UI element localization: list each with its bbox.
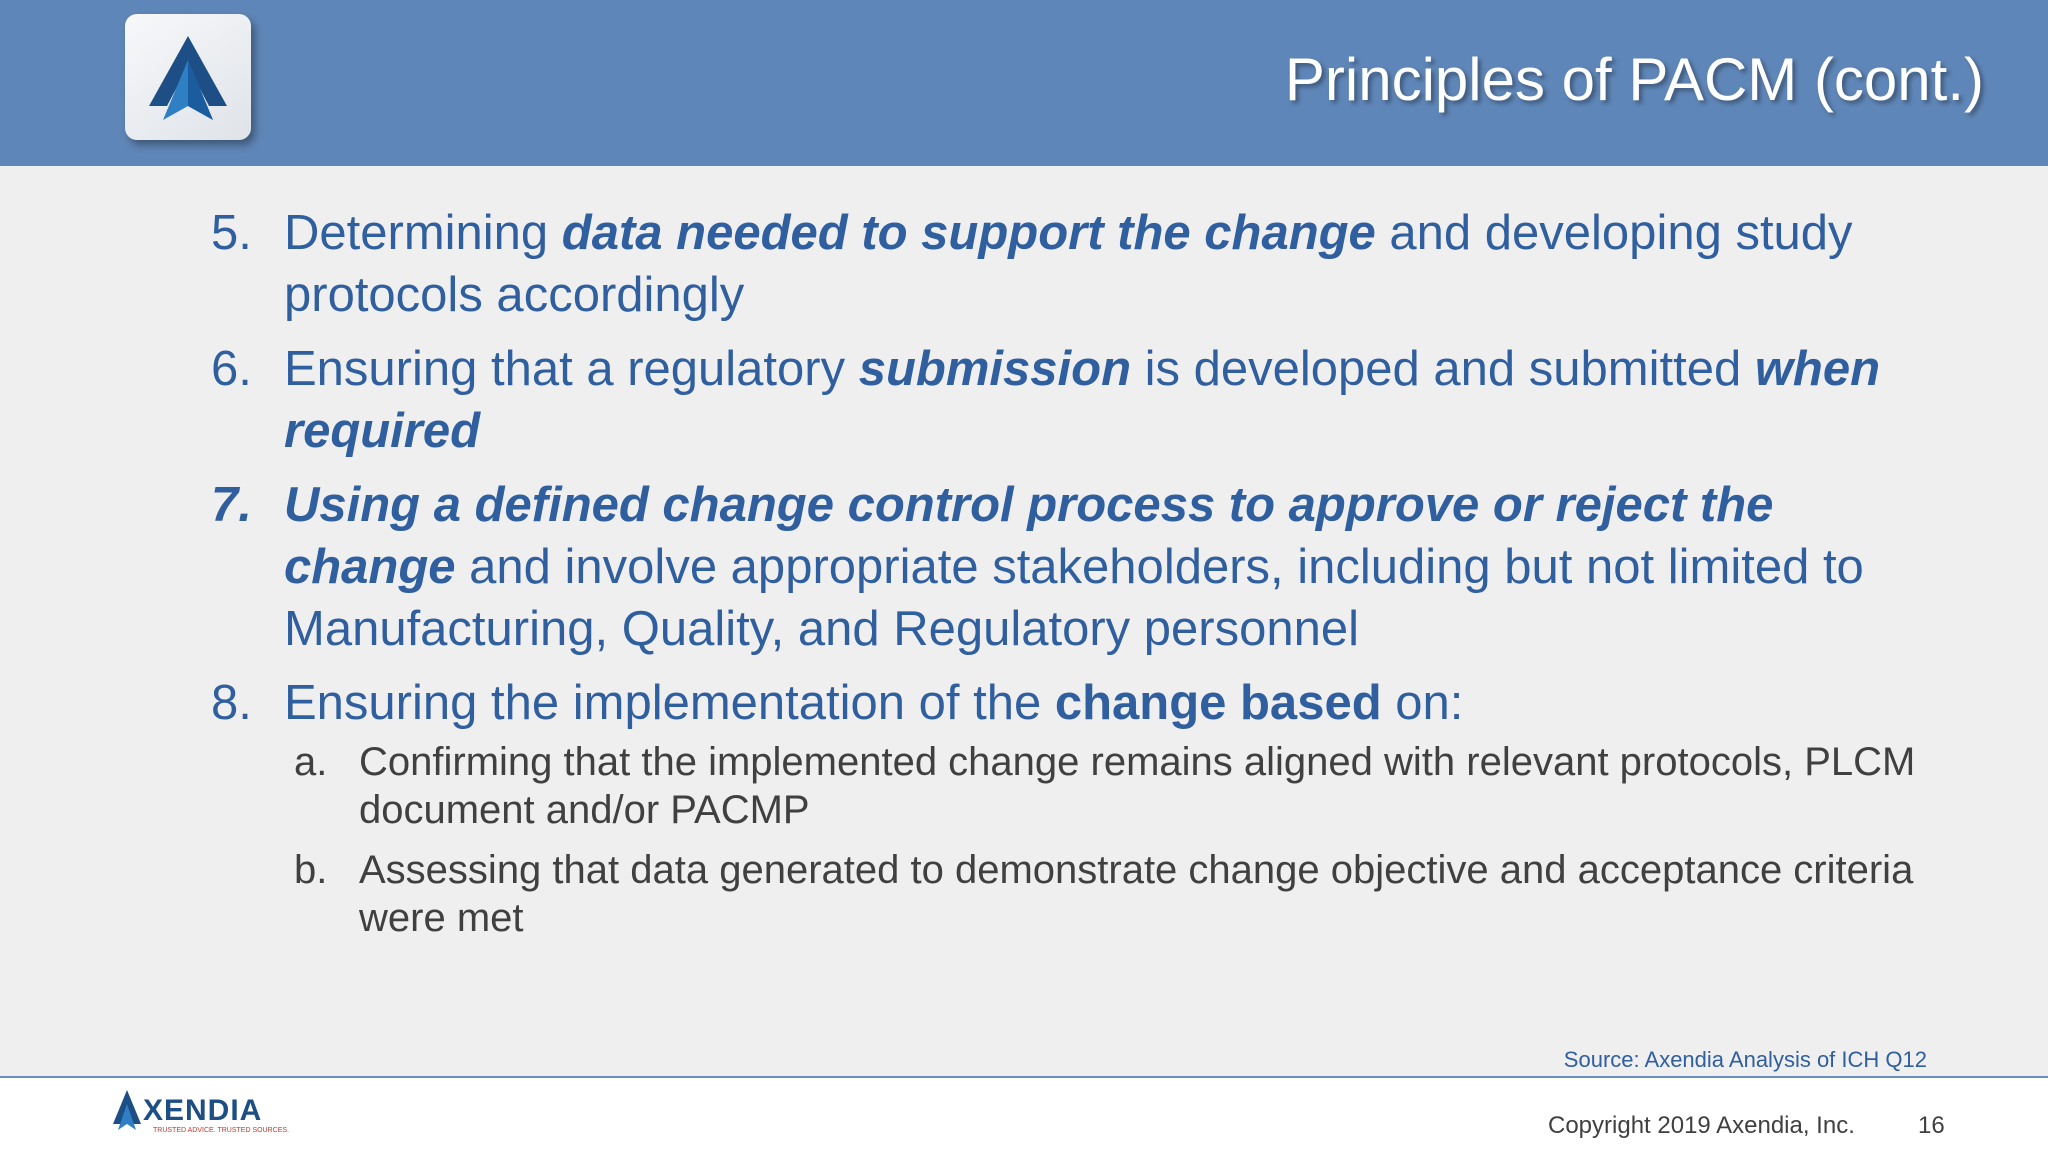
item-emphasis: submission — [858, 342, 1132, 396]
item-number: 5. — [211, 206, 252, 260]
footer-brand-name: XENDIA — [143, 1094, 263, 1127]
item-text: Ensuring the implementation of the — [284, 676, 1055, 730]
source-note: Source: Axendia Analysis of ICH Q12 — [1563, 1047, 1927, 1072]
copyright-text: Copyright 2019 Axendia, Inc. — [1548, 1112, 1855, 1139]
footer-tagline: TRUSTED ADVICE. TRUSTED SOURCES. — [153, 1127, 290, 1134]
item-text: on: — [1381, 676, 1464, 730]
sub-item-b — [211, 846, 1931, 942]
page-number: 16 — [1918, 1112, 1945, 1139]
list-item-7 — [211, 474, 1931, 660]
axendia-footer-logo — [113, 1086, 313, 1141]
sub-item-text: Assessing that data generated to demonstrate change objective and acceptance criteria were met — [359, 848, 1914, 940]
item-number: 7. — [211, 478, 252, 532]
item-emphasis: Using a defined change control process to approve or reject the change — [284, 478, 1774, 594]
list-item-8 — [211, 672, 1931, 734]
item-emphasis: when required — [284, 342, 1881, 458]
item-text: Ensuring that a regulatory — [284, 342, 859, 396]
sub-item-letter: b. — [294, 848, 328, 892]
slide-header — [0, 0, 2048, 166]
sub-item-letter: a. — [294, 740, 328, 784]
item-text: Determining — [284, 206, 562, 260]
sub-item-a — [211, 738, 1931, 834]
item-text: and developing study protocols accordingly — [284, 206, 1853, 322]
item-text: is developed and submitted — [1131, 342, 1755, 396]
list-item-6 — [211, 338, 1931, 462]
slide-title: Principles of PACM (cont.) — [1284, 46, 1984, 113]
principles-list — [211, 202, 1931, 942]
item-emphasis: change based — [1054, 676, 1382, 730]
axendia-logo-icon — [125, 14, 251, 140]
sub-list — [211, 738, 1931, 942]
item-emphasis: data needed to support the change — [561, 206, 1376, 260]
list-item-5 — [211, 202, 1931, 326]
item-number: 6. — [211, 342, 252, 396]
sub-item-text: Confirming that the implemented change remains aligned with relevant protocols, PLCM document and/or PACMP — [359, 740, 1916, 832]
item-text: and involve appropriate stakeholders, including but not limited to Manufacturing, Quality, and Regulatory personnel — [284, 540, 1864, 656]
item-number: 8. — [211, 676, 252, 730]
